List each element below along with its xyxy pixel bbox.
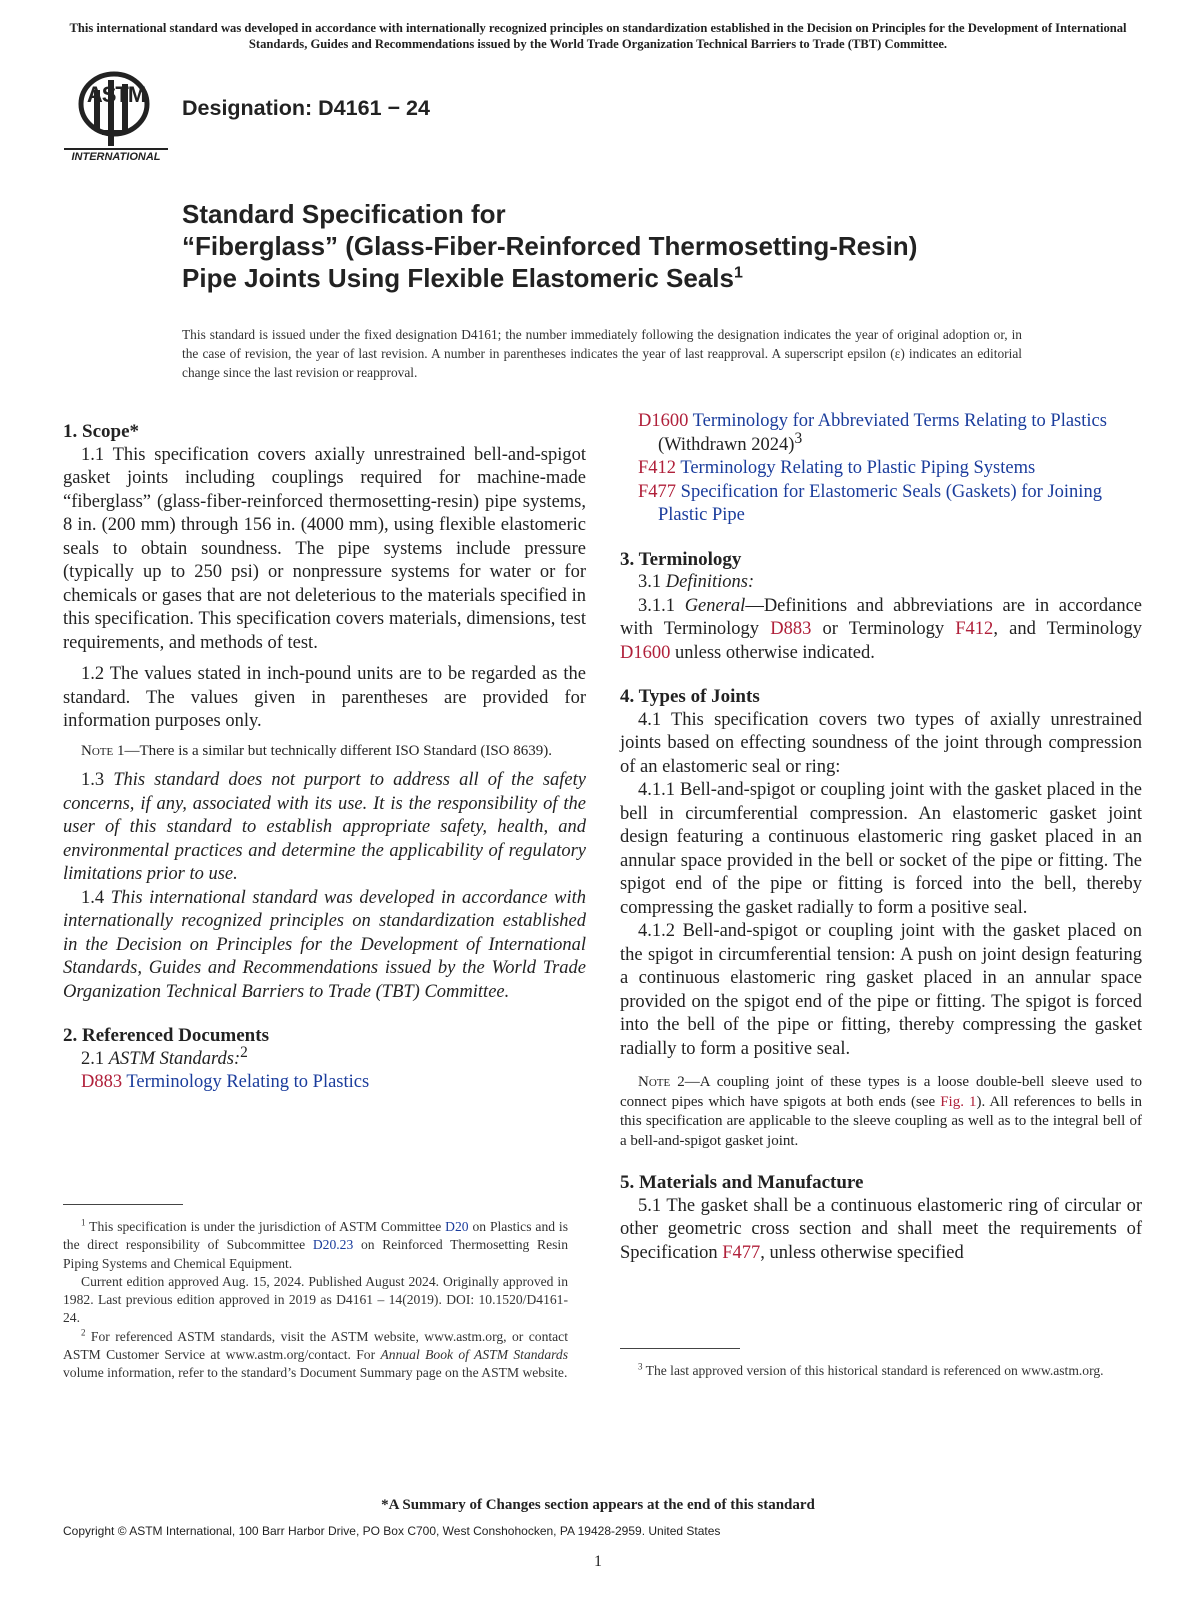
issued-note: This standard is issued under the fixed designation D4161; the number immediately following the designation indicates the year of original adoption or, in the case of revision, the year of last revision. A number in parentheses indicates the year of last reapproval. A superscript epsilon (ε) indicates an editorial change since the last revision or reapproval. <box>182 327 1022 380</box>
designation: Designation: D4161 − 24 <box>182 96 430 120</box>
footnotes-right <box>620 1362 1142 1380</box>
right-column <box>620 410 1142 1265</box>
top-note: This international standard was developed in accordance with internationally recognized principles on standardization established in the Decision on Principles for the Development of International Standards, Guides and Recommendations issued by the World Trade Organization Technical Barriers to Trade (TBT) Committee. <box>69 21 1127 51</box>
paragraph-1-4: 1.4 This international standard was developed in accordance with internationally recognized principles on standardization established in the Decision on Principles for the Development of International Standards, Guides and Recommendations issued by the World Trade Organization Technical Barriers to Trade (TBT) Committee. <box>63 887 587 1002</box>
summary-of-changes-note: *A Summary of Changes section appears at the end of this standard <box>381 1497 815 1513</box>
footnote-2: $^2$ For referenced ASTM standards, visit the ASTM website, www.astm.org, or contact ASTM Customer Service at www.astm.org/contact. For Annual Book of ASTM Standards volume information, refer to the standard’s Document Summary page on the ASTM website. <box>63 1327 568 1381</box>
paragraph-5-1: 5.1 The gasket shall be a continuous elastomeric ring of circular or other geometric cross section and shall meet the requirements of Specification F477, unless otherwise specified <box>620 1195 1142 1263</box>
note-2: Note 2—A coupling joint of these types is a loose double-bell sleeve used to connect pipes which have spigots at both ends (see Fig. 1). All references to bells in this specification are applicable to the sleeve coupling as well as to the integral bell of a bell-and-spigot gasket joint. <box>620 1074 1142 1149</box>
section-heading-materials: 5. Materials and Manufacture <box>620 1172 864 1193</box>
page-number: 1 <box>594 1553 602 1570</box>
link-d20[interactable]: D20 <box>445 1219 469 1234</box>
left-column <box>63 420 586 1095</box>
astm-logo <box>64 70 168 166</box>
title-footnote-ref[interactable]: 1 <box>733 264 743 282</box>
link-f477[interactable]: F477 <box>722 1242 761 1263</box>
title-line-3: Pipe Joints Using Flexible Elastomeric Seals$^1$ <box>182 263 743 293</box>
reference-d883-code[interactable]: D883 <box>81 1072 123 1092</box>
logo-subtext: INTERNATIONAL <box>64 148 168 163</box>
link-f412[interactable]: F412 <box>955 619 994 639</box>
title-line-1: Standard Specification for <box>182 199 506 229</box>
reference-f412-title[interactable]: Terminology Relating to Plastic Piping Systems <box>676 458 1036 478</box>
reference-f477[interactable] <box>620 481 1142 528</box>
document-title <box>182 198 1082 294</box>
link-d883[interactable]: D883 <box>770 619 812 639</box>
paragraph-1-1: 1.1 This specification covers axially unrestrained bell-and-spigot gasket joints including couplings required for machine-made “fiberglass” (glass-fiber-reinforced thermosetting-resin) pipe systems, 8 in. (200 mm) through 156 in. (4000 mm), using flexible elastomeric seals to obtain soundness. The pipe systems include pressure (typically up to 250 psi) or nonpressure systems for water or for chemicals or gases that are not deleterious to the materials specified in this specification. This specification covers materials, dimensions, test requirements, and methods of test. <box>63 444 586 653</box>
reference-d1600-title[interactable]: Terminology for Abbreviated Terms Relating to Plastics <box>688 411 1107 431</box>
copyright: Copyright © ASTM International, 100 Barr Harbor Drive, PO Box C700, West Conshohocken, PA 19428-2959. United States <box>63 1524 721 1538</box>
paragraph-4-1-1: 4.1.1 Bell-and-spigot or coupling joint with the gasket placed in the bell in circumferential compression. An elastomeric gasket joint design featuring a continuous elastomeric ring gasket placed in an annular space provided in the bell or socket of the pipe or fitting. The spigot end of the pipe or fitting is forced into the bell, thereby compressing the gasket radially to form a positive seal. <box>620 780 1142 918</box>
link-d20-23[interactable]: D20.23 <box>312 1237 354 1253</box>
paragraph-4-1: 4.1 This specification covers two types of axially unrestrained joints based on effecting soundness of the joint through compression of an elastomeric seal or ring: <box>620 709 1142 777</box>
section-heading-terminology: 3. Terminology <box>620 548 742 570</box>
reference-f412-code[interactable]: F412 <box>638 458 677 478</box>
reference-f412[interactable] <box>620 457 1142 481</box>
footnote-divider-left <box>63 1204 183 1205</box>
section-heading-scope: 1. Scope* <box>63 421 139 442</box>
paragraph-4-1-2: 4.1.2 Bell-and-spigot or coupling joint with the gasket placed on the spigot in circumferential tension: A push on joint design featuring a continuous elastomeric ring gasket placed in an annular space provided on the spigot end of the pipe or fitting. The spigot is forced into the bell of the pipe or fitting, thereby compressing the gasket radially to form a positive seal. <box>620 921 1142 1059</box>
note-1: Note 1—There is a similar but technically different ISO Standard (ISO 8639). <box>81 742 552 759</box>
footnote-ref-2[interactable]: 2 <box>240 1043 248 1061</box>
footnote-ref-3[interactable]: 3 <box>794 429 803 447</box>
reference-f477-code[interactable]: F477 <box>638 481 677 502</box>
link-d1600[interactable]: D1600 <box>620 642 671 663</box>
footnote-1-edition: Current edition approved Aug. 15, 2024. Published August 2024. Originally approved in 1982. Last previous edition approved in 2019 as D4161 – 14(2019). DOI: 10.1520/D4161-24. <box>63 1273 568 1326</box>
title-line-2: “Fiberglass” (Glass-Fiber-Reinforced Thermosetting-Resin) <box>182 231 918 261</box>
paragraph-1-2: 1.2 The values stated in inch-pound units are to be regarded as the standard. The values given in parentheses are provided for information purposes only. <box>63 664 586 731</box>
section-heading-referenced-documents: 2. Referenced Documents <box>63 1025 269 1046</box>
reference-d1600-code[interactable]: D1600 <box>638 411 689 431</box>
reference-f477-title[interactable]: Specification for Elastomeric Seals (Gaskets) for Joining Plastic Pipe <box>658 481 1102 525</box>
reference-d1600[interactable]: D1600 Terminology for Abbreviated Terms Relating to Plastics (Withdrawn 2024)$^3$ <box>638 411 1107 455</box>
paragraph-3-1-1: 3.1.1 General—Definitions and abbreviations are in accordance with Terminology D883 or Terminology F412, and Terminology D1600 unless otherwise indicated. <box>620 595 1142 663</box>
logo-text: ASTM <box>86 82 146 107</box>
footnotes-left <box>63 1218 568 1383</box>
link-fig-1[interactable]: Fig. 1 <box>940 1093 977 1110</box>
footnote-3: $^3$ The last approved version of this historical standard is referenced on www.astm.org. <box>638 1361 1104 1378</box>
footnote-divider-right <box>620 1348 740 1349</box>
paragraph-2-1: 2.1 ASTM Standards:$^2$ <box>81 1043 248 1069</box>
footnote-1: $^1$ This specification is under the jurisdiction of ASTM Committee D20 on Plastics and is the direct responsibility of Subcommittee D20.23 on Reinforced Thermosetting Resin Piping Systems and Chemical Equipment. <box>63 1217 568 1271</box>
paragraph-1-3: 1.3 This standard does not purport to address all of the safety concerns, if any, associated with its use. It is the responsibility of the user of this standard to establish appropriate safety, health, and environmental practices and determine the applicability of regulatory limitations prior to use. <box>63 770 586 884</box>
section-heading-types-of-joints: 4. Types of Joints <box>620 686 760 707</box>
reference-d883[interactable] <box>63 1071 586 1095</box>
reference-d883-title[interactable]: Terminology Relating to Plastics <box>122 1072 370 1092</box>
paragraph-3-1: 3.1 Definitions: <box>638 572 755 592</box>
